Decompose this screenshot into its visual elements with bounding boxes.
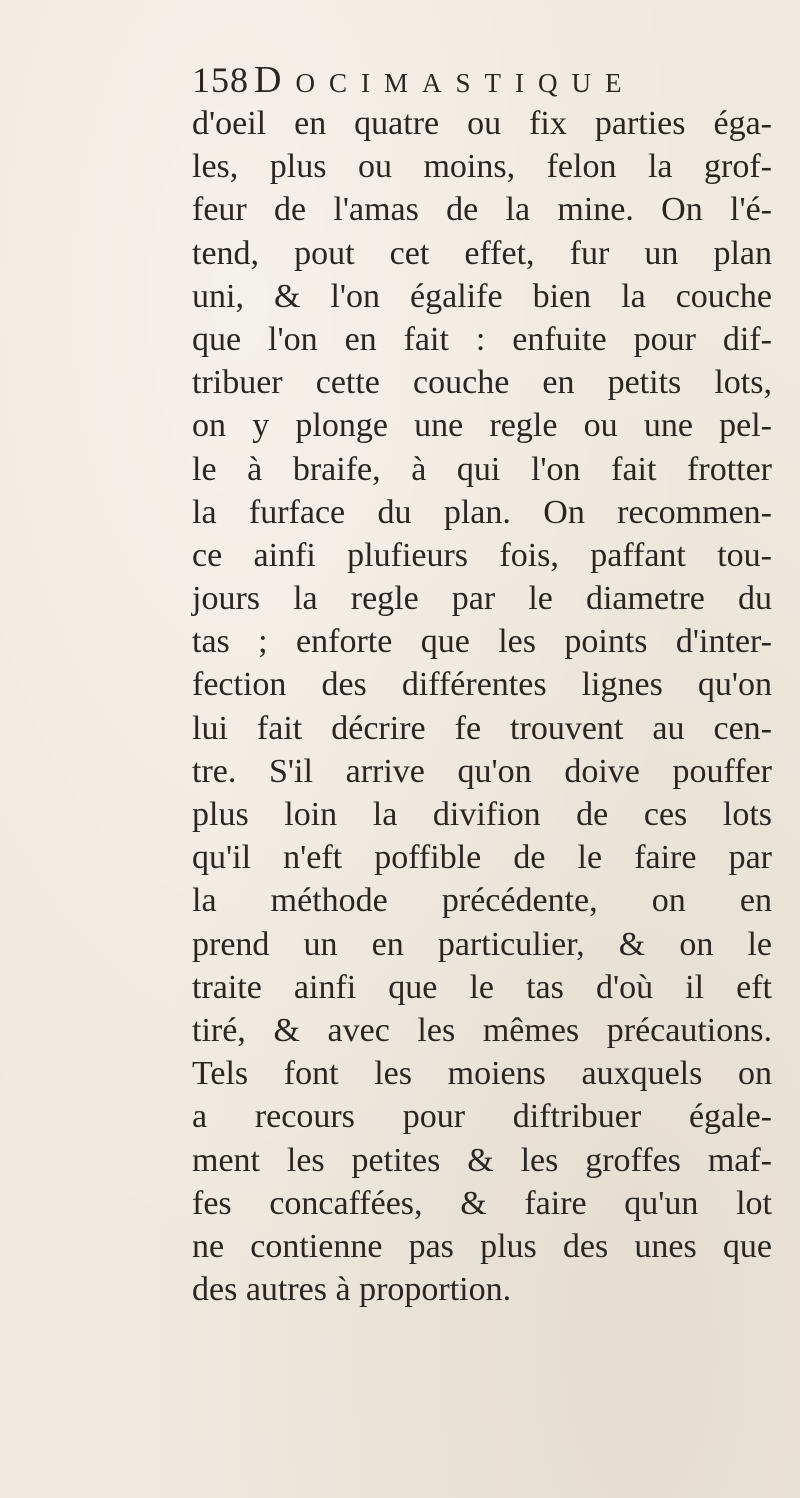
text-line: fes concaffées, & faire qu'un lot [192,1184,772,1222]
text-line: a recours pour diftribuer égale- [192,1098,772,1136]
text-line: feur de l'amas de la mine. On l'é- [192,191,772,229]
text-line: des autres à proportion. [192,1271,512,1309]
page-header [192,58,712,104]
text-line: fection des différentes lignes qu'on [192,666,772,704]
text-line: prend un en particulier, & on le [192,925,772,963]
text-line: ne contienne pas plus des unes que [192,1227,772,1265]
text-line: ce ainfi plufieurs fois, paffant tou- [192,536,772,574]
text-line: le à braife, à qui l'on fait frotter [192,450,772,488]
text-line: tas ; enforte que les points d'inter- [192,623,772,661]
body-text [192,102,772,1311]
text-line: lui fait décrire fe trouvent au cen- [192,709,772,747]
text-line: tribuer cette couche en petits lots, [192,364,772,402]
text-line: Tels font les moiens auxquels on [192,1055,772,1093]
text-line: plus loin la divifion de ces lots [192,796,772,833]
text-line: uni, & l'on égalife bien la couche [192,277,772,315]
text-line: d'oeil en quatre ou fix parties éga- [192,105,772,142]
page-number: 158 [192,60,249,100]
text-line: jours la regle par le diametre du [192,580,772,618]
running-title: Docimastique [254,59,636,101]
text-line: traite ainfi que le tas d'où il eft [192,968,772,1006]
text-line: tiré, & avec les mêmes précautions. [192,1011,772,1049]
text-line: la furface du plan. On recommen- [192,493,772,531]
text-line: la méthode précédente, on en [192,882,772,920]
text-line: on y plonge une regle ou une pel- [192,407,772,445]
text-line: les, plus ou moins, felon la grof- [192,148,772,186]
text-line: tre. S'il arrive qu'on doive pouffer [192,752,772,790]
text-line: ment les petites & les groffes maf- [192,1141,772,1179]
text-line: qu'il n'eft poffible de le faire par [192,839,772,877]
text-line: tend, pout cet effet, fur un plan [192,234,772,272]
text-line: que l'on en fait : enfuite pour dif- [192,320,772,358]
